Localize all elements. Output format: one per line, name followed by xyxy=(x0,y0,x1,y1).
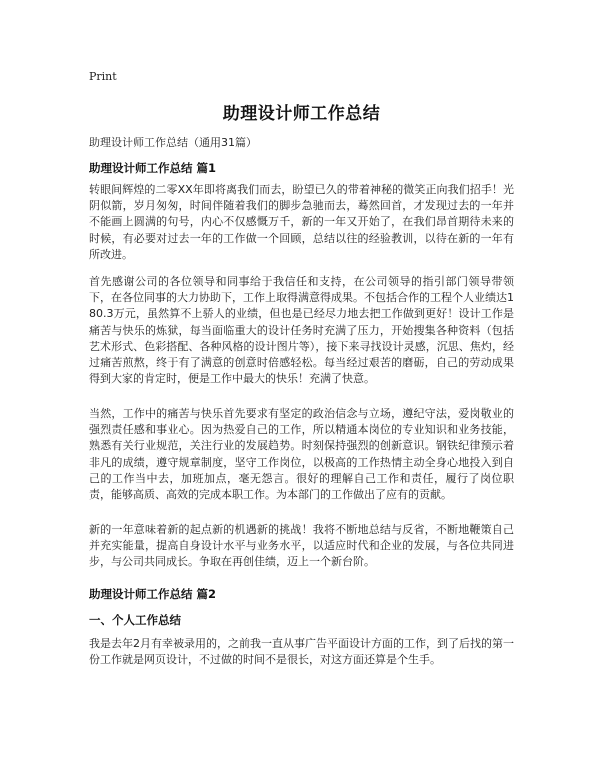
sub-heading-personal-summary: 一、个人工作总结 xyxy=(89,613,181,627)
section-heading-1: 助理设计师工作总结 篇1 xyxy=(89,161,217,175)
print-link[interactable]: Print xyxy=(89,70,117,83)
section-1-paragraph-4: 新的一年意味着新的起点新的机遇新的挑战！我将不断地总结与反省，不断地鞭策自己并充实能量，提高自身设计水平与业务水平，以适应时代和企业的发展，与各位共同进步，与公司共同成长。争取在再创佳绩，迈上一个新台阶。 xyxy=(89,523,514,569)
section-heading-2: 助理设计师工作总结 篇2 xyxy=(89,587,217,601)
section-2-paragraph-1: 我是去年2月有幸被录用的，之前我一直从事广告平面设计方面的工作，到了后找的第一份工作就是网页设计，不过做的时间不是很长，对这方面还算是个生手。 xyxy=(89,637,514,667)
document-title: 助理设计师工作总结 xyxy=(222,104,381,124)
section-1-paragraph-1: 转眼间辉煌的二零XX年即将离我们而去，盼望已久的带着神秘的微笑正向我们招手！光阴似箭，岁月匆匆，时间伴随着我们的脚步急驰而去，蓦然回首，才发现过去的一年并不能画上圆满的句号，内心不仅感慨万千，新的一年又开始了，在我们昂首期待未来的时候，有必要对过去一年的工作做一个回顾，总结以往的经验教训，以待在新的一年有所改进。 xyxy=(89,183,514,261)
document-subtitle: 助理设计师工作总结（通用31篇） xyxy=(89,136,257,149)
section-1-paragraph-2: 首先感谢公司的各位领导和同事给于我信任和支持，在公司领导的指引部门领导带领下，在各位同事的大力协助下，工作上取得满意得成果。不包括合作的工程个人业绩达180.3万元，虽然算不上骄人的业绩，但也是已经尽力地去把工作做到更好！设计工作是痛苦与快乐的炼狱，每当面临重大的设计任务时充满了压力，开始搜集各种资料（包括艺术形式、色彩搭配、各种风格的设计图片等），接下来寻找设计灵感，沉思、焦灼，经过痛苦煎熬，终于有了满意的创意时倍感轻松。每当经过艰苦的磨砺，自己的劳动成果得到大家的肯定时，便是工作中最大的快乐！充满了快意。 xyxy=(89,275,514,386)
section-1-paragraph-3: 当然，工作中的痛苦与快乐首先要求有坚定的政治信念与立场，遵纪守法，爱岗敬业的强烈责任感和事业心。因为热爱自己的工作，所以精通本岗位的专业知识和业务技能，熟悉有关行业规范，关注行业的发展趋势。时刻保持强烈的创新意识。钢铁纪律预示着非凡的成绩，遵守规章制度，坚守工作岗位，以极高的工作热情主动全身心地投入到自己的工作当中去，加班加点，毫无怨言。很好的理解自己工作和责任，履行了岗位职责，能够高质、高效的完成本职工作。为本部门的工作做出了应有的贡献。 xyxy=(89,407,514,502)
